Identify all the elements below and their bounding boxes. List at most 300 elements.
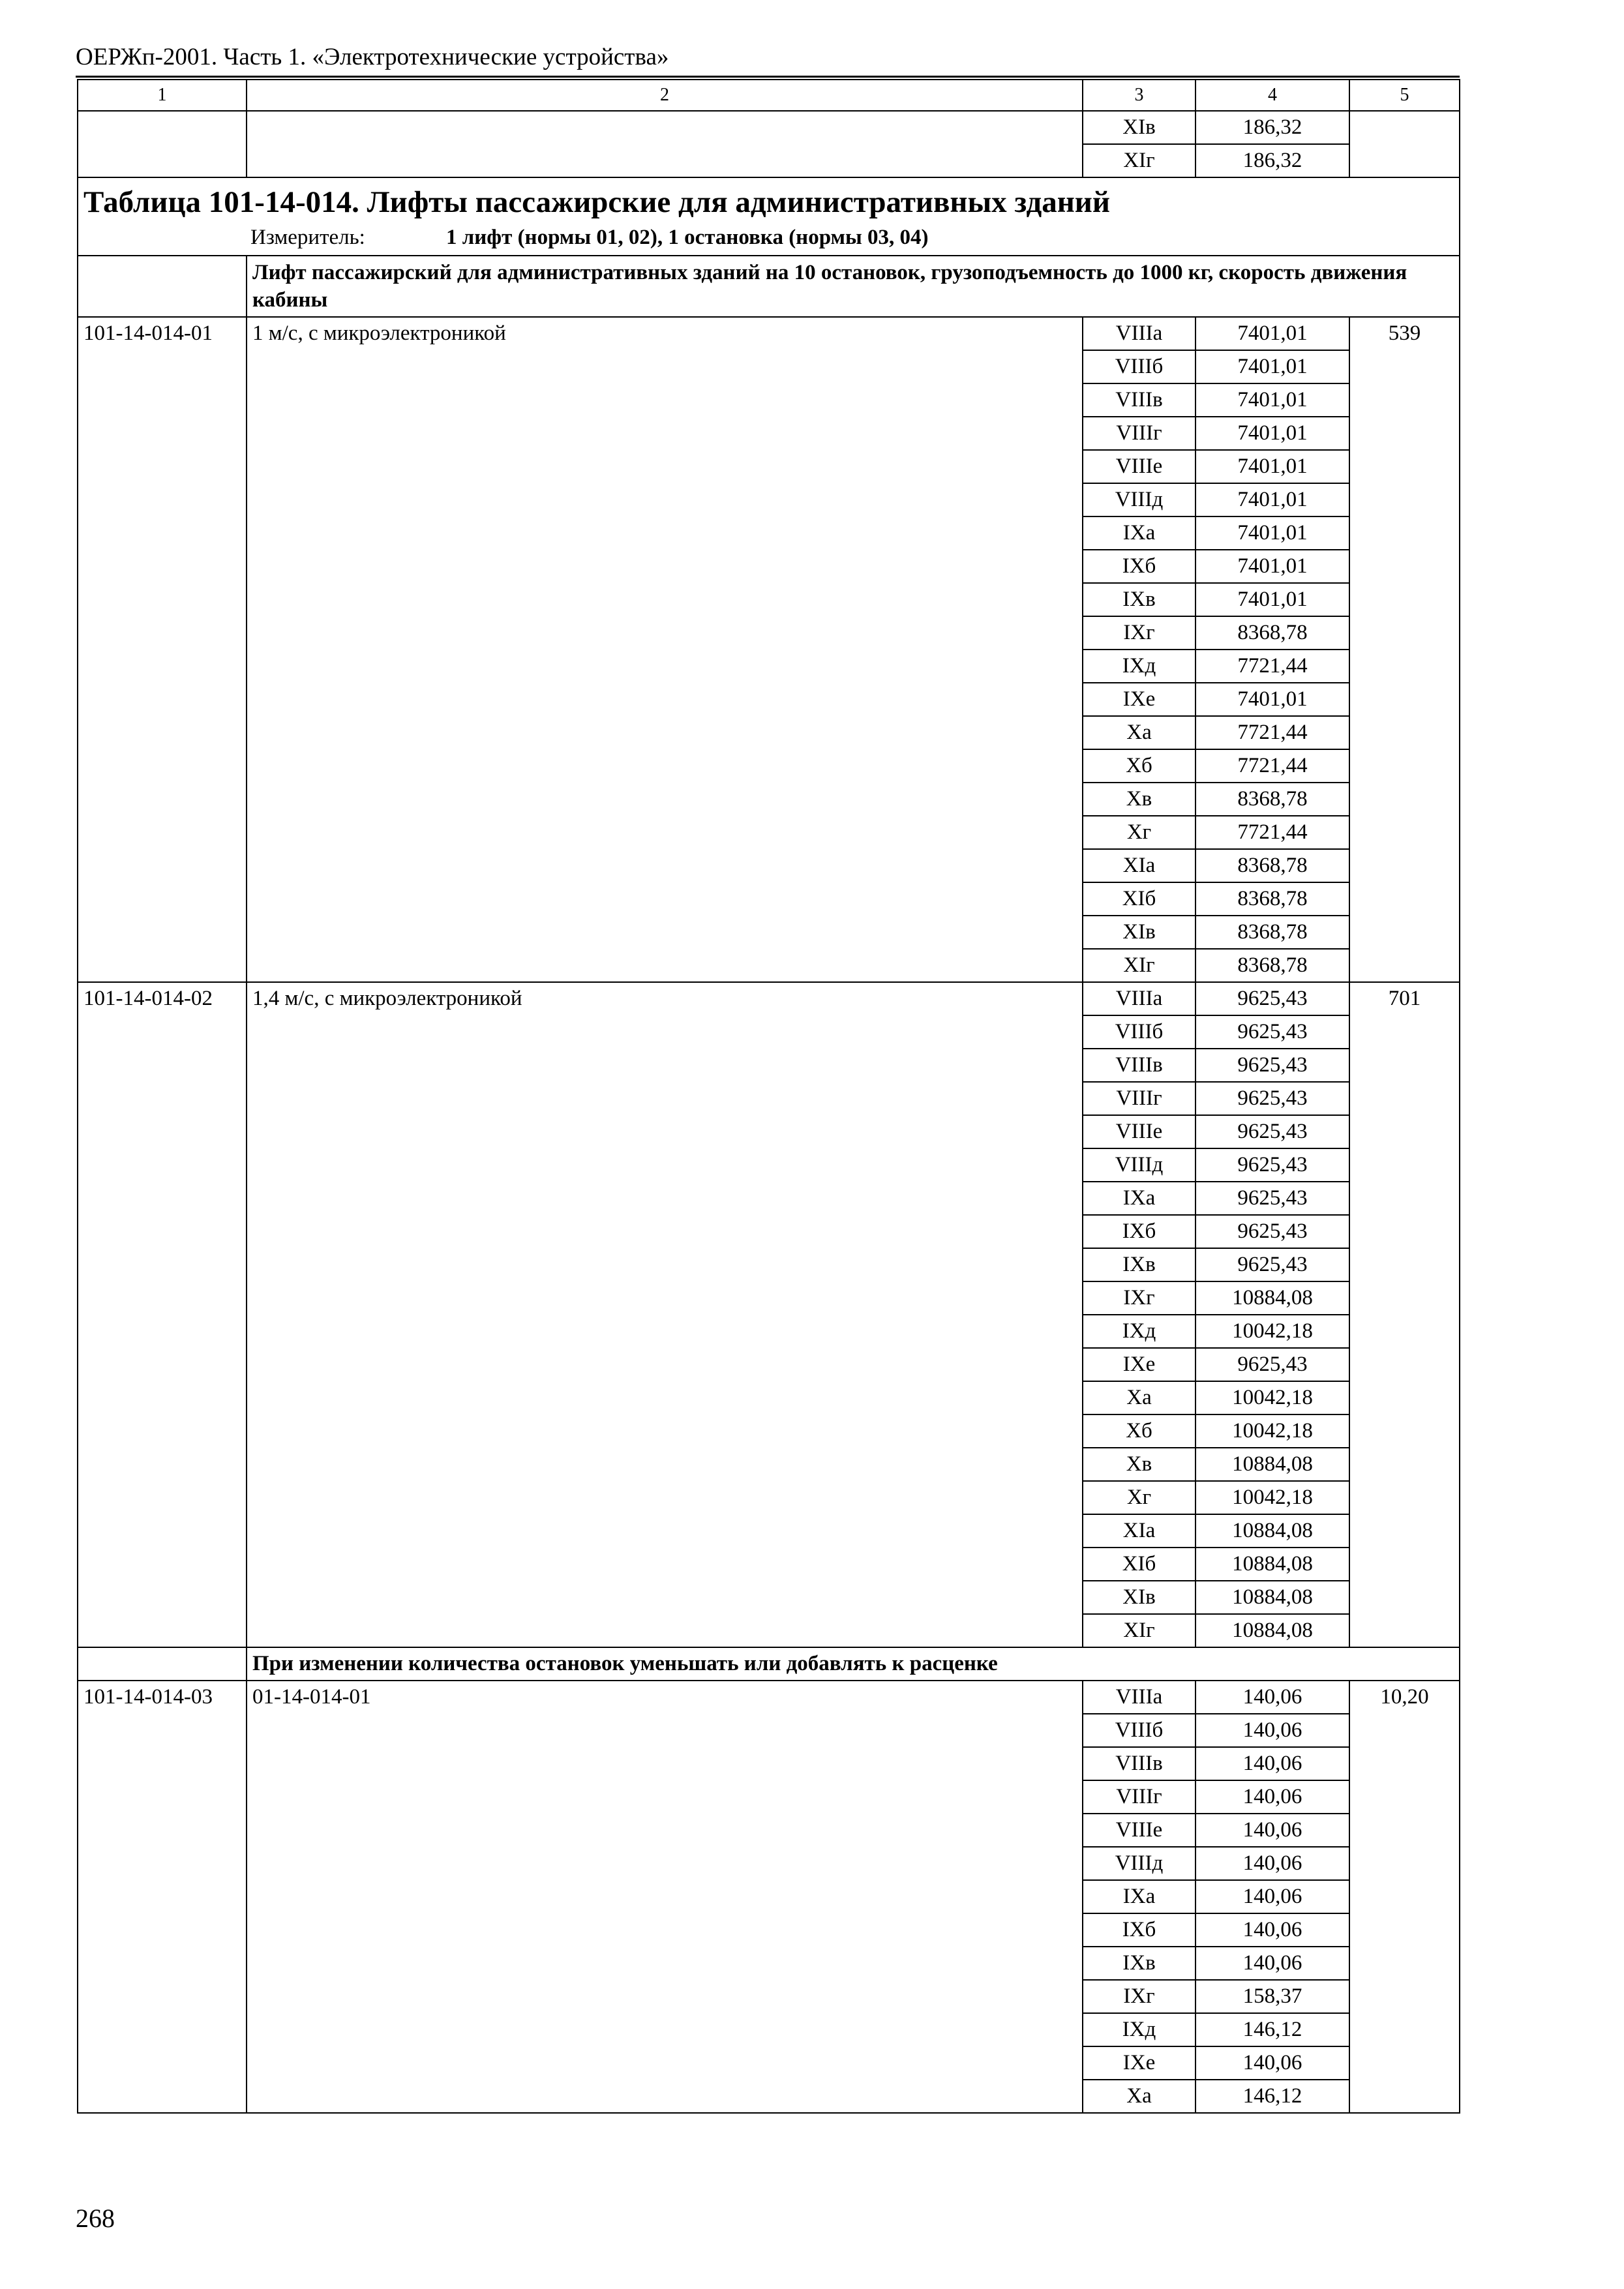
col5-cell [1349, 916, 1460, 949]
value-cell: 140,06 [1195, 1880, 1349, 1913]
col5-cell [1349, 1148, 1460, 1182]
rate-row [78, 1381, 1460, 1414]
code-cell [78, 111, 247, 144]
rate-row [78, 317, 1460, 350]
rate-row [78, 1548, 1460, 1581]
name-cell [247, 2080, 1083, 2113]
code-cell [78, 144, 247, 177]
name-cell [247, 2013, 1083, 2046]
value-cell: 9625,43 [1195, 1148, 1349, 1182]
measure-value: 1 лифт (нормы 01, 02), 1 остановка (нормы 03, 04) [446, 226, 929, 249]
rate-row [78, 1913, 1460, 1947]
code-cell [78, 716, 247, 749]
col5-cell [1349, 849, 1460, 882]
code-cell [78, 882, 247, 916]
value-cell: 7401,01 [1195, 516, 1349, 550]
name-cell [247, 1581, 1083, 1614]
value-cell: 186,32 [1195, 111, 1349, 144]
zone-cell: VIIIг [1083, 1780, 1195, 1814]
name-cell [247, 1880, 1083, 1913]
rate-row [78, 1947, 1460, 1980]
rate-row [78, 1880, 1460, 1913]
code-cell: 101-14-014-01 [78, 317, 247, 350]
col5-cell [1349, 616, 1460, 650]
zone-cell: IXв [1083, 1248, 1195, 1281]
code-cell [78, 1414, 247, 1448]
value-cell: 9625,43 [1195, 1248, 1349, 1281]
rate-row [78, 616, 1460, 650]
rate-row [78, 450, 1460, 483]
name-cell [247, 1115, 1083, 1148]
value-cell: 186,32 [1195, 144, 1349, 177]
name-cell [247, 1448, 1083, 1481]
code-cell [78, 1847, 247, 1880]
rate-row [78, 1015, 1460, 1049]
rates-table [77, 79, 1460, 2114]
name-cell [247, 916, 1083, 949]
rate-row [78, 1747, 1460, 1780]
column-number: 5 [1349, 80, 1460, 111]
name-cell [247, 1548, 1083, 1581]
zone-cell: VIIIд [1083, 1148, 1195, 1182]
rate-row [78, 1681, 1460, 1714]
rate-row [78, 650, 1460, 683]
zone-cell: IXг [1083, 616, 1195, 650]
name-cell [247, 483, 1083, 516]
zone-cell: IXд [1083, 2013, 1195, 2046]
rate-row [78, 483, 1460, 516]
code-cell [78, 816, 247, 849]
code-cell: 101-14-014-03 [78, 1681, 247, 1714]
zone-cell: IXе [1083, 1348, 1195, 1381]
rate-row [78, 1182, 1460, 1215]
name-cell [247, 583, 1083, 616]
value-cell: 9625,43 [1195, 1015, 1349, 1049]
rate-row [78, 749, 1460, 783]
name-cell [247, 383, 1083, 417]
name-cell [247, 716, 1083, 749]
name-cell [247, 882, 1083, 916]
value-cell: 10884,08 [1195, 1581, 1349, 1614]
value-cell: 140,06 [1195, 1913, 1349, 1947]
table-heading-cell [78, 177, 1460, 256]
zone-cell: XIг [1083, 1614, 1195, 1647]
zone-cell: XIб [1083, 1548, 1195, 1581]
col5-cell [1349, 450, 1460, 483]
col5-cell [1349, 1182, 1460, 1215]
col5-cell [1349, 1780, 1460, 1814]
col5-cell [1349, 1015, 1460, 1049]
name-cell [247, 417, 1083, 450]
zone-cell: VIIIв [1083, 1049, 1195, 1082]
name-cell [247, 2046, 1083, 2080]
name-cell [247, 1747, 1083, 1780]
zone-cell: XIа [1083, 849, 1195, 882]
rate-row [78, 816, 1460, 849]
rate-row [78, 1714, 1460, 1747]
zone-cell: XIв [1083, 111, 1195, 144]
zone-cell: Xв [1083, 783, 1195, 816]
name-cell [247, 683, 1083, 716]
rate-row [78, 1980, 1460, 2013]
column-number-row [78, 80, 1460, 111]
value-cell: 8368,78 [1195, 616, 1349, 650]
rate-row [78, 916, 1460, 949]
name-cell [247, 1182, 1083, 1215]
name-cell [247, 749, 1083, 783]
code-cell [78, 256, 247, 317]
name-cell [247, 1015, 1083, 1049]
zone-cell: Xа [1083, 2080, 1195, 2113]
value-cell: 7401,01 [1195, 483, 1349, 516]
col5-cell [1349, 2013, 1460, 2046]
col5-cell [1349, 1281, 1460, 1315]
rate-row [78, 2013, 1460, 2046]
code-cell [78, 849, 247, 882]
code-cell [78, 1248, 247, 1281]
code-cell [78, 2013, 247, 2046]
carry-over-row [78, 144, 1460, 177]
name-cell [247, 144, 1083, 177]
zone-cell: IXг [1083, 1281, 1195, 1315]
code-cell [78, 1913, 247, 1947]
col5-cell [1349, 383, 1460, 417]
zone-cell: XIв [1083, 1581, 1195, 1614]
col5-cell: 539 [1349, 317, 1460, 350]
code-cell [78, 1215, 247, 1248]
col5-cell [1349, 1414, 1460, 1448]
name-cell [247, 450, 1083, 483]
col5-cell [1349, 1381, 1460, 1414]
value-cell: 7401,01 [1195, 583, 1349, 616]
name-cell [247, 650, 1083, 683]
code-cell [78, 550, 247, 583]
col5-cell [1349, 1947, 1460, 1980]
name-cell [247, 783, 1083, 816]
value-cell: 10042,18 [1195, 1381, 1349, 1414]
value-cell: 8368,78 [1195, 916, 1349, 949]
col5-cell [1349, 1514, 1460, 1548]
zone-cell: VIIIд [1083, 1847, 1195, 1880]
code-cell [78, 383, 247, 417]
col5-cell [1349, 749, 1460, 783]
zone-cell: IXа [1083, 516, 1195, 550]
value-cell: 10884,08 [1195, 1548, 1349, 1581]
name-cell [247, 550, 1083, 583]
name-cell: 1 м/с, с микроэлектроникой [247, 317, 1083, 350]
zone-cell: XIг [1083, 949, 1195, 982]
zone-cell: IXв [1083, 583, 1195, 616]
name-cell [247, 111, 1083, 144]
code-cell [78, 1814, 247, 1847]
zone-cell: Xб [1083, 749, 1195, 783]
zone-cell: XIб [1083, 882, 1195, 916]
rate-row [78, 1481, 1460, 1514]
value-cell: 10884,08 [1195, 1448, 1349, 1481]
col5-cell [1349, 2046, 1460, 2080]
name-cell [247, 350, 1083, 383]
col5-cell [1349, 350, 1460, 383]
col5-cell [1349, 2080, 1460, 2113]
col5-cell [1349, 144, 1460, 177]
code-cell [78, 1714, 247, 1747]
col5-cell [1349, 483, 1460, 516]
rate-row [78, 1115, 1460, 1148]
name-cell [247, 1514, 1083, 1548]
col5-cell [1349, 583, 1460, 616]
zone-cell: XIв [1083, 916, 1195, 949]
zone-cell: VIIIд [1083, 483, 1195, 516]
name-cell [247, 1481, 1083, 1514]
code-cell: 101-14-014-02 [78, 982, 247, 1015]
value-cell: 140,06 [1195, 2046, 1349, 2080]
col5-cell [1349, 816, 1460, 849]
value-cell: 9625,43 [1195, 1182, 1349, 1215]
col5-cell [1349, 1714, 1460, 1747]
value-cell: 8368,78 [1195, 882, 1349, 916]
rate-row [78, 1315, 1460, 1348]
zone-cell: VIIIв [1083, 1747, 1195, 1780]
rate-row [78, 1614, 1460, 1647]
col5-cell [1349, 1614, 1460, 1647]
rate-row [78, 716, 1460, 749]
zone-cell: Xг [1083, 1481, 1195, 1514]
running-header: ОЕРЖп-2001. Часть 1. «Электротехнические устройства» [76, 44, 669, 70]
rate-row [78, 1847, 1460, 1880]
value-cell: 146,12 [1195, 2080, 1349, 2113]
col5-cell [1349, 1847, 1460, 1880]
zone-cell: Xв [1083, 1448, 1195, 1481]
zone-cell: Xб [1083, 1414, 1195, 1448]
value-cell: 9625,43 [1195, 1049, 1349, 1082]
value-cell: 7401,01 [1195, 317, 1349, 350]
name-cell [247, 1614, 1083, 1647]
value-cell: 140,06 [1195, 1681, 1349, 1714]
value-cell: 7401,01 [1195, 683, 1349, 716]
zone-cell: VIIIе [1083, 1814, 1195, 1847]
rate-row [78, 882, 1460, 916]
rate-row [78, 1082, 1460, 1115]
rate-row [78, 849, 1460, 882]
value-cell: 7721,44 [1195, 749, 1349, 783]
col5-cell [1349, 1880, 1460, 1913]
col5-cell [1349, 1448, 1460, 1481]
col5-cell [1349, 783, 1460, 816]
rate-row [78, 1814, 1460, 1847]
rate-row [78, 2080, 1460, 2113]
code-cell [78, 1115, 247, 1148]
value-cell: 146,12 [1195, 2013, 1349, 2046]
value-cell: 8368,78 [1195, 849, 1349, 882]
col5-cell [1349, 516, 1460, 550]
code-cell [78, 1082, 247, 1115]
value-cell: 158,37 [1195, 1980, 1349, 2013]
col5-cell [1349, 1049, 1460, 1082]
zone-cell: VIIIг [1083, 417, 1195, 450]
code-cell [78, 1481, 247, 1514]
value-cell: 140,06 [1195, 1814, 1349, 1847]
measure-label: Измеритель: [250, 226, 365, 249]
value-cell: 7721,44 [1195, 816, 1349, 849]
name-cell [247, 1315, 1083, 1348]
zone-cell: IXг [1083, 1980, 1195, 2013]
name-cell [247, 1980, 1083, 2013]
value-cell: 9625,43 [1195, 1082, 1349, 1115]
value-cell: 10042,18 [1195, 1315, 1349, 1348]
code-cell [78, 350, 247, 383]
value-cell: 7721,44 [1195, 650, 1349, 683]
code-cell [78, 1514, 247, 1548]
value-cell: 140,06 [1195, 1780, 1349, 1814]
code-cell [78, 1980, 247, 2013]
rate-row [78, 1581, 1460, 1614]
rate-row [78, 516, 1460, 550]
rate-row [78, 683, 1460, 716]
value-cell: 9625,43 [1195, 1348, 1349, 1381]
value-cell: 140,06 [1195, 1847, 1349, 1880]
name-cell [247, 1947, 1083, 1980]
value-cell: 8368,78 [1195, 949, 1349, 982]
code-cell [78, 1947, 247, 1980]
code-cell [78, 450, 247, 483]
col5-cell [1349, 1115, 1460, 1148]
col5-cell [1349, 1814, 1460, 1847]
rate-row [78, 982, 1460, 1015]
rate-row [78, 1248, 1460, 1281]
zone-cell: IXд [1083, 650, 1195, 683]
value-cell: 10884,08 [1195, 1614, 1349, 1647]
zone-cell: VIIIв [1083, 383, 1195, 417]
name-cell [247, 1215, 1083, 1248]
name-cell [247, 1248, 1083, 1281]
code-cell [78, 1747, 247, 1780]
rate-row [78, 350, 1460, 383]
code-cell [78, 1315, 247, 1348]
zone-cell: VIIIе [1083, 1115, 1195, 1148]
rate-row [78, 1780, 1460, 1814]
code-cell [78, 1880, 247, 1913]
name-cell [247, 1082, 1083, 1115]
value-cell: 10884,08 [1195, 1281, 1349, 1315]
rate-row [78, 1448, 1460, 1481]
zone-cell: VIIIб [1083, 350, 1195, 383]
col5-cell [1349, 1082, 1460, 1115]
name-cell [247, 516, 1083, 550]
col5-cell [1349, 1747, 1460, 1780]
column-number: 4 [1195, 80, 1349, 111]
code-cell [78, 583, 247, 616]
col5-cell [1349, 111, 1460, 144]
description-text: Лифт пассажирский для административных зданий на 10 остановок, грузоподъемность до 1000 кг, скорость движения кабины [247, 256, 1460, 317]
name-cell [247, 1814, 1083, 1847]
rate-row [78, 417, 1460, 450]
name-cell [247, 1148, 1083, 1182]
col5-cell [1349, 882, 1460, 916]
name-cell [247, 949, 1083, 982]
zone-cell: VIIIа [1083, 317, 1195, 350]
code-cell [78, 683, 247, 716]
rate-row [78, 1348, 1460, 1381]
code-cell [78, 1281, 247, 1315]
value-cell: 140,06 [1195, 1947, 1349, 1980]
note-text: При изменении количества остановок уменьшать или добавлять к расценке [247, 1647, 1460, 1681]
zone-cell: IXе [1083, 2046, 1195, 2080]
col5-cell [1349, 1215, 1460, 1248]
code-cell [78, 1647, 247, 1681]
code-cell [78, 2080, 247, 2113]
zone-cell: XIа [1083, 1514, 1195, 1548]
col5-cell: 10,20 [1349, 1681, 1460, 1714]
col5-cell [1349, 1581, 1460, 1614]
code-cell [78, 749, 247, 783]
code-cell [78, 916, 247, 949]
zone-cell: VIIIб [1083, 1714, 1195, 1747]
col5-cell [1349, 1548, 1460, 1581]
col5-cell [1349, 1315, 1460, 1348]
description-row [78, 256, 1460, 317]
name-cell [247, 1714, 1083, 1747]
value-cell: 9625,43 [1195, 1215, 1349, 1248]
value-cell: 10884,08 [1195, 1514, 1349, 1548]
zone-cell: Xа [1083, 1381, 1195, 1414]
col5-cell [1349, 1348, 1460, 1381]
note-row [78, 1647, 1460, 1681]
table-heading-row [78, 177, 1460, 256]
col5-cell: 701 [1349, 982, 1460, 1015]
code-cell [78, 2046, 247, 2080]
name-cell [247, 1414, 1083, 1448]
value-cell: 8368,78 [1195, 783, 1349, 816]
column-number: 1 [78, 80, 247, 111]
zone-cell: IXб [1083, 1913, 1195, 1947]
code-cell [78, 483, 247, 516]
value-cell: 9625,43 [1195, 1115, 1349, 1148]
zone-cell: Xа [1083, 716, 1195, 749]
code-cell [78, 616, 247, 650]
zone-cell: IXе [1083, 683, 1195, 716]
col5-cell [1349, 1248, 1460, 1281]
code-cell [78, 1614, 247, 1647]
name-cell [247, 1780, 1083, 1814]
rate-row [78, 2046, 1460, 2080]
col5-cell [1349, 650, 1460, 683]
col5-cell [1349, 949, 1460, 982]
zone-cell: IXб [1083, 550, 1195, 583]
name-cell [247, 1381, 1083, 1414]
value-cell: 140,06 [1195, 1747, 1349, 1780]
zone-cell: Xг [1083, 816, 1195, 849]
col5-cell [1349, 683, 1460, 716]
col5-cell [1349, 417, 1460, 450]
zone-cell: IXа [1083, 1880, 1195, 1913]
code-cell [78, 1148, 247, 1182]
rate-row [78, 1049, 1460, 1082]
code-cell [78, 1182, 247, 1215]
rate-row [78, 1414, 1460, 1448]
col5-cell [1349, 1913, 1460, 1947]
rate-row [78, 383, 1460, 417]
code-cell [78, 783, 247, 816]
rate-row [78, 550, 1460, 583]
code-cell [78, 1780, 247, 1814]
zone-cell: IXа [1083, 1182, 1195, 1215]
zone-cell: XIг [1083, 144, 1195, 177]
column-number: 3 [1083, 80, 1195, 111]
code-cell [78, 1548, 247, 1581]
col5-cell [1349, 1481, 1460, 1514]
name-cell: 1,4 м/с, с микроэлектроникой [247, 982, 1083, 1015]
rate-row [78, 1148, 1460, 1182]
